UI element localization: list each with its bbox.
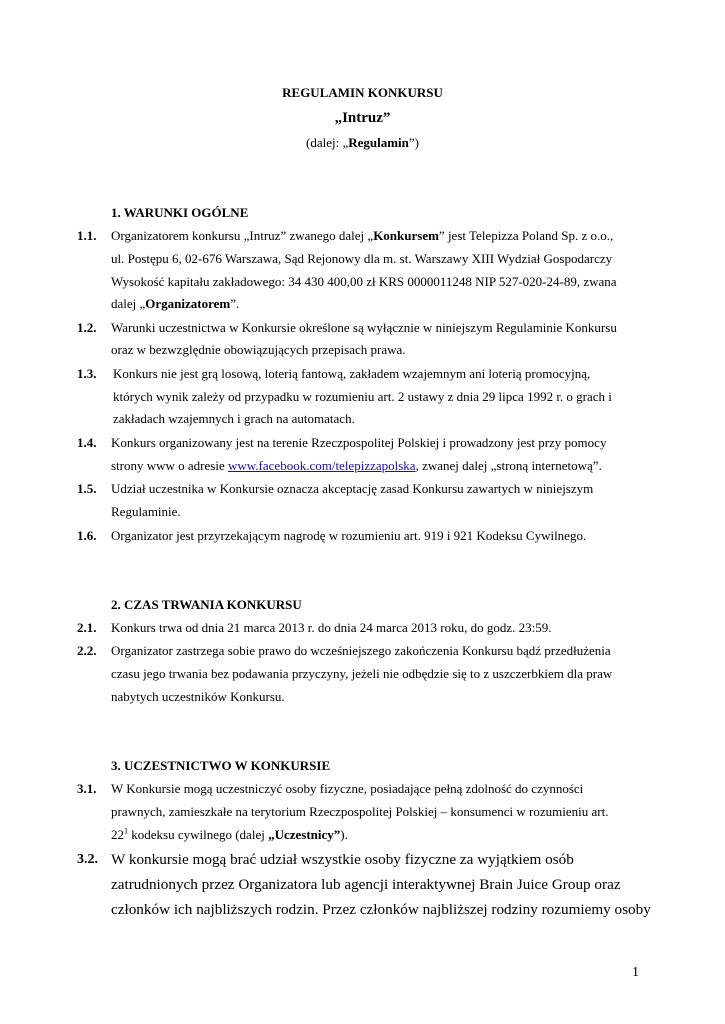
clause-number: 3.2.	[77, 852, 98, 867]
clause-number: 2.2.	[77, 643, 97, 658]
clause-number: 1.6.	[77, 528, 97, 543]
clause-number: 1.2.	[77, 320, 97, 335]
clause-line: Udział uczestnika w Konkursie oznacza akceptację zasad Konkursu zawartych w niniejszym	[111, 481, 594, 496]
clause-number: 3.1.	[77, 781, 97, 796]
clause-line: członków ich najbliższych rodzin. Przez członków najbliższej rodziny rozumiemy osoby	[111, 901, 651, 918]
clause-number: 1.3.	[77, 366, 97, 381]
clause-line: których wynik zależy od przypadku w rozumieniu art. 2 ustawy z dnia 29 lipca 1992 r. o grach i	[113, 389, 612, 404]
clause-line: W Konkursie mogą uczestniczyć osoby fizyczne, posiadające pełną zdolność do czynności	[111, 781, 584, 796]
clause-line: dalej „Organizatorem”.	[111, 296, 240, 311]
clause-line: Organizator zastrzega sobie prawo do wcześniejszego zakończenia Konkursu bądź przedłużenia	[111, 643, 611, 658]
section-heading-3: 3. UCZESTNICTWO W KONKURSIE	[111, 758, 331, 773]
clause-line: Wysokość kapitału zakładowego: 34 430 400,00 zł KRS 0000011248 NIP 527-020-24-89, zwana	[111, 274, 617, 289]
clause-line: czasu jego trwania bez podawania przyczyny, jeżeli nie odbędzie się to z uszczerbkiem dla praw	[111, 666, 613, 681]
clause-line: W konkursie mogą brać udział wszystkie osoby fizyczne za wyjątkiem osób	[111, 851, 574, 868]
clause-line: strony www o adresie www.facebook.com/telepizzapolska, zwanej dalej „stroną internetową”.	[111, 458, 602, 473]
clause-line: nabytych uczestników Konkursu.	[111, 689, 285, 704]
facebook-page-link[interactable]: www.facebook.com/telepizzapolska	[227, 458, 416, 473]
clause-line: oraz w bezwzględnie obowiązujących przepisach prawa.	[111, 342, 406, 357]
clause-line: Konkurs organizowany jest na terenie Rzeczpospolitej Polskiej i prowadzony jest przy pomocy	[111, 435, 607, 450]
clause-line: Konkurs trwa od dnia 21 marca 2013 r. do dnia 24 marca 2013 roku, do godz. 23:59.	[111, 620, 552, 635]
document-alias: (dalej: „Regulamin”)	[305, 135, 419, 150]
clause-line: prawnych, zamieszkałe na terytorium Rzeczpospolitej Polskiej – konsumenci w rozumieniu art.	[111, 804, 609, 819]
clause-line: Konkurs nie jest grą losową, loterią fantową, zakładem wzajemnym ani loterią promocyjną,	[113, 366, 591, 381]
clause-line: zakładach wzajemnych i grach na automatach.	[113, 411, 355, 426]
clause-line: Warunki uczestnictwa w Konkursie określone są wyłącznie w niniejszym Regulaminie Konkursu	[111, 320, 617, 335]
clause-number: 1.1.	[77, 228, 97, 243]
clause-line: ul. Postępu 6, 02-676 Warszawa, Sąd Rejonowy dla m. st. Warszawy XIII Wydział Gospodarczy	[111, 251, 613, 266]
clause-number: 1.5.	[77, 481, 97, 496]
clause-number: 1.4.	[77, 435, 97, 450]
clause-number: 2.1.	[77, 620, 97, 635]
document-title: REGULAMIN KONKURSU	[282, 85, 443, 100]
section-heading-2: 2. CZAS TRWANIA KONKURSU	[111, 597, 302, 612]
clause-line: zatrudnionych przez Organizatora lub agencji interaktywnej Brain Juice Group oraz	[111, 876, 621, 893]
clause-line: Regulaminie.	[111, 504, 181, 519]
contest-name: „Intruz”	[334, 110, 391, 126]
page-number: 1	[632, 965, 639, 980]
section-heading-1: 1. WARUNKI OGÓLNE	[111, 205, 249, 220]
clause-line: $22^1$ kodeksu cywilnego (dalej „Uczestnicy”).	[111, 826, 348, 842]
clause-line: Organizatorem konkursu „Intruz” zwanego dalej „Konkursem” jest Telepizza Poland Sp. z o.o.,	[111, 228, 614, 243]
clause-line: Organizator jest przyrzekającym nagrodę w rozumieniu art. 919 i 921 Kodeksu Cywilnego.	[111, 528, 587, 543]
